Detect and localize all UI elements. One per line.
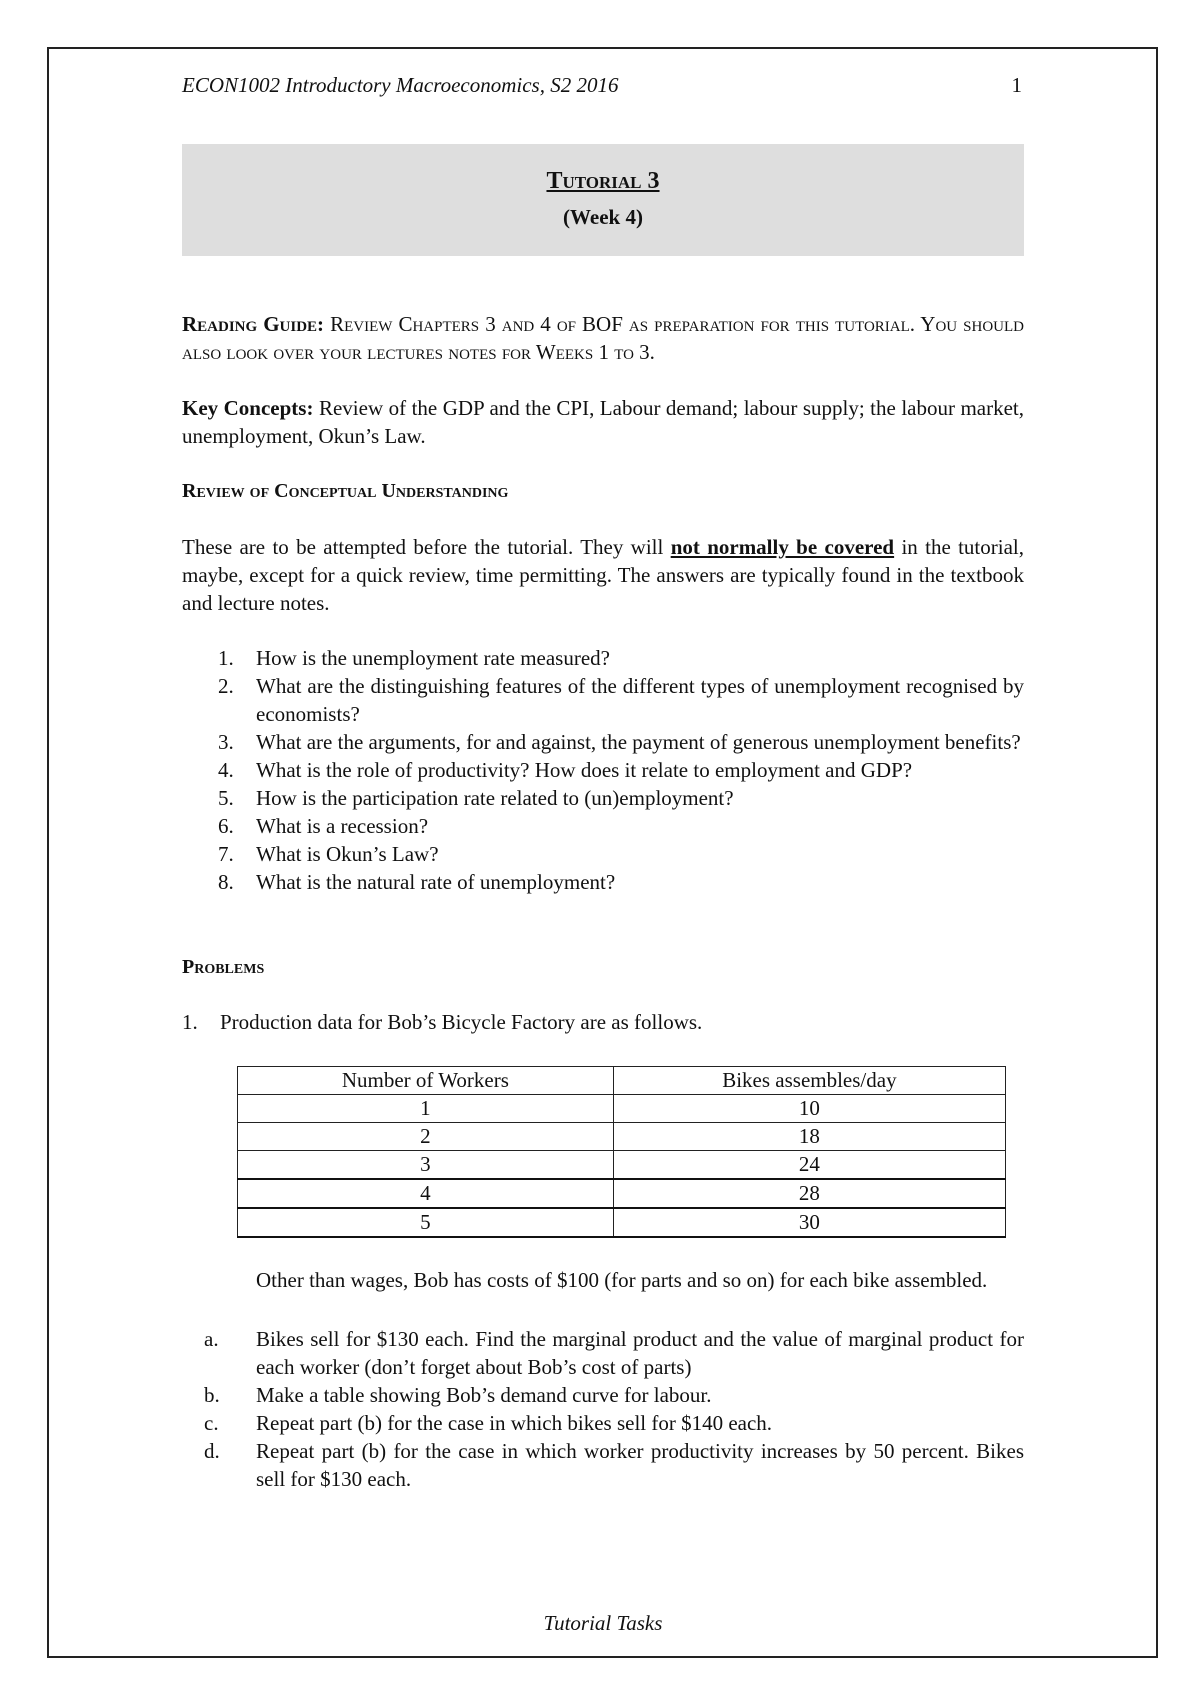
part-text: Bikes sell for $130 each. Find the marginal product and the value of marginal product for each worker (don’t forget about Bob’s cost of parts): [256, 1327, 1024, 1379]
review-questions: [182, 644, 1024, 896]
list-item: [182, 756, 1024, 784]
reading-guide: [182, 310, 1024, 366]
review-intro-before: These are to be attempted before the tutorial. They will: [182, 535, 671, 559]
course-title: ECON1002 Introductory Macroeconomics, S2 2016: [182, 73, 619, 97]
part-label: d.: [204, 1439, 220, 1463]
list-item-number: 4.: [218, 758, 234, 782]
list-item: [182, 1325, 1024, 1381]
key-concepts-text: Review of the GDP and the CPI, Labour demand; labour supply; the labour market, unemployment, Okun’s Law.: [182, 396, 1025, 448]
table-cell: 5: [238, 1208, 614, 1237]
table-cell: 28: [613, 1179, 1005, 1208]
list-item: [182, 1409, 1024, 1437]
list-item: [182, 1437, 1024, 1493]
list-item-number: 3.: [218, 730, 234, 754]
table-header-row: [238, 1067, 1006, 1095]
list-item-text: What is a recession?: [256, 814, 429, 838]
problem-number: 1.: [182, 1010, 198, 1034]
page-number: 1: [1011, 73, 1022, 97]
table-cell: 3: [238, 1151, 614, 1180]
part-label: a.: [204, 1327, 219, 1351]
list-item: [182, 840, 1024, 868]
list-item: [182, 672, 1024, 728]
title-box: [182, 144, 1024, 256]
key-concepts: [182, 394, 1024, 450]
reading-guide-label: Reading Guide:: [182, 312, 325, 336]
table-row: [238, 1095, 1006, 1123]
list-item: [182, 812, 1024, 840]
key-concepts-label: Key Concepts:: [182, 396, 314, 420]
table-row: [238, 1123, 1006, 1151]
table-cell: 30: [613, 1208, 1005, 1237]
review-intro: [182, 533, 1024, 617]
table-cell: 10: [613, 1095, 1005, 1123]
part-label: c.: [204, 1411, 219, 1435]
list-item-text: What are the distinguishing features of the different types of unemployment recognised by economists?: [256, 674, 1024, 726]
list-item-number: 8.: [218, 870, 234, 894]
list-item-text: What are the arguments, for and against, the payment of generous unemployment benefits?: [256, 730, 1021, 754]
table-cell: 2: [238, 1123, 614, 1151]
production-table: [237, 1066, 1006, 1238]
table-cell: 4: [238, 1179, 614, 1208]
running-header: [182, 73, 1024, 98]
table-cell: 24: [613, 1151, 1005, 1180]
part-text: Repeat part (b) for the case in which worker productivity increases by 50 percent. Bikes sell for $130 each.: [256, 1439, 1024, 1491]
tutorial-week: (Week 4): [563, 205, 643, 229]
part-text: Make a table showing Bob’s demand curve for labour.: [256, 1383, 712, 1407]
tutorial-title: Tutorial 3: [546, 168, 660, 194]
column-header: Bikes assembles/day: [613, 1067, 1005, 1095]
review-heading: Review of Conceptual Understanding: [182, 480, 509, 502]
problem-parts: [182, 1325, 1024, 1493]
table-row: [238, 1208, 1006, 1237]
review-intro-emphasis: not normally be covered: [670, 535, 895, 559]
table-cell: 1: [238, 1095, 614, 1123]
table-row: [238, 1151, 1006, 1180]
list-item-text: How is the unemployment rate measured?: [256, 646, 610, 670]
reading-guide-text: Review Chapters 3 and 4 of BOF as preparation for this tutorial. You should also look over your lectures notes for Weeks 1 to 3.: [182, 312, 1025, 364]
page-footer: Tutorial Tasks: [543, 1611, 663, 1635]
list-item-number: 6.: [218, 814, 234, 838]
part-label: b.: [204, 1383, 220, 1407]
list-item-number: 5.: [218, 786, 234, 810]
review-intro-after: in the tutorial, maybe, except for a quick review, time permitting. The answers are typically found in the textbook and lecture notes.: [182, 535, 1024, 615]
table-cell: 18: [613, 1123, 1005, 1151]
list-item: [182, 784, 1024, 812]
list-item-text: What is Okun’s Law?: [256, 842, 439, 866]
problem-note: Other than wages, Bob has costs of $100 (for parts and so on) for each bike assembled.: [256, 1268, 988, 1292]
part-text: Repeat part (b) for the case in which bikes sell for $140 each.: [256, 1411, 773, 1435]
list-item-text: How is the participation rate related to (un)employment?: [256, 786, 734, 810]
list-item-number: 7.: [218, 842, 234, 866]
list-item-text: What is the role of productivity? How does it relate to employment and GDP?: [256, 758, 913, 782]
list-item: [182, 1381, 1024, 1409]
column-header: Number of Workers: [238, 1067, 614, 1095]
list-item-text: What is the natural rate of unemployment?: [256, 870, 616, 894]
list-item-number: 1.: [218, 646, 234, 670]
table-row: [238, 1179, 1006, 1208]
problems-heading: Problems: [182, 956, 265, 978]
list-item-number: 2.: [218, 674, 234, 698]
list-item: [182, 728, 1024, 756]
problem-text: Production data for Bob’s Bicycle Factory are as follows.: [220, 1010, 703, 1034]
list-item: [182, 868, 1024, 896]
list-item: [182, 644, 1024, 672]
